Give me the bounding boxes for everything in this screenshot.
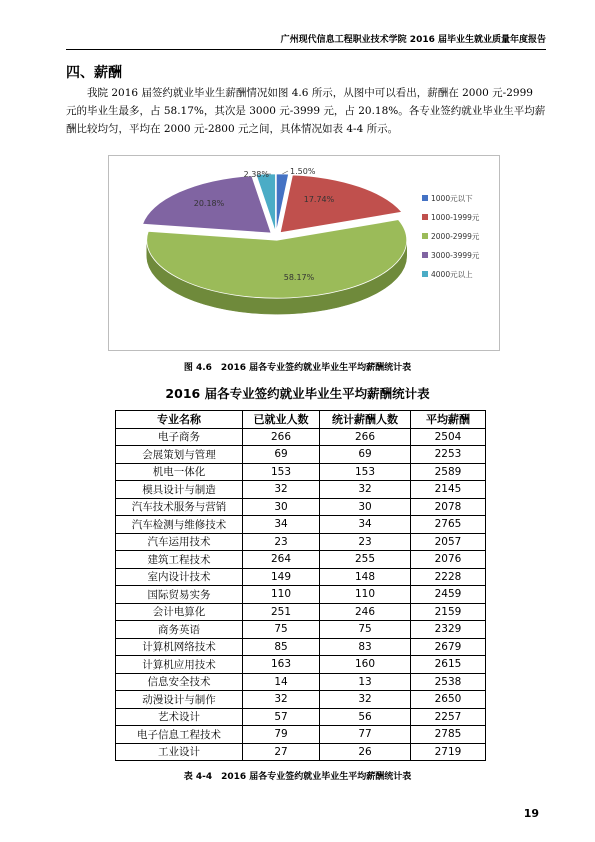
salary-count: 148: [320, 568, 411, 586]
table-row: [116, 446, 486, 464]
salary-table: [115, 410, 486, 761]
table-title: 2016 届各专业签约就业毕业生平均薪酬统计表: [165, 386, 430, 401]
pie-value-label: 1.50%: [290, 167, 316, 176]
salary-count: 69: [320, 446, 411, 464]
average-salary: 2589: [411, 463, 486, 481]
table-row: [116, 481, 486, 499]
average-salary: 2228: [411, 568, 486, 586]
employed-count: 264: [243, 551, 320, 569]
major-name: 汽车运用技术: [116, 533, 243, 551]
paragraph-text: 我院 2016 届签约就业毕业生薪酬情况如图 4.6 所示，从图中可以看出，薪酬在 2000 元-2999 元的毕业生最多，占 58.17%，其次是 3000 元-3999 元，占 20.18%。各专业签约就业毕业生平均薪酬比较均匀，平均在 2000 元-2800 元之间，具体情况如表 4-4 所示。: [66, 87, 546, 135]
salary-count: 153: [320, 463, 411, 481]
salary-count: 255: [320, 551, 411, 569]
average-salary: 2785: [411, 726, 486, 744]
table-row: [116, 638, 486, 656]
legend-swatch: [422, 252, 428, 258]
label-leader-line: [282, 171, 288, 174]
table-row: [116, 603, 486, 621]
salary-count: 30: [320, 498, 411, 516]
major-name: 建筑工程技术: [116, 551, 243, 569]
page-number: 19: [523, 807, 539, 820]
major-name: 国际贸易实务: [116, 586, 243, 604]
section-title: 四、薪酬: [66, 65, 122, 81]
salary-count: 32: [320, 691, 411, 709]
page-header: 广州现代信息工程职业技术学院 2016 届毕业生就业质量年度报告: [66, 32, 546, 50]
table-row: [116, 726, 486, 744]
average-salary: 2076: [411, 551, 486, 569]
legend-swatch: [422, 195, 428, 201]
employed-count: 32: [243, 691, 320, 709]
salary-count: 75: [320, 621, 411, 639]
employed-count: 23: [243, 533, 320, 551]
header-salary-count: 统计薪酬人数: [320, 411, 411, 429]
table-row: [116, 498, 486, 516]
major-name: 会展策划与管理: [116, 446, 243, 464]
table-row: [116, 621, 486, 639]
average-salary: 2145: [411, 481, 486, 499]
pie-value-label: 2.38%: [243, 170, 269, 179]
table-caption: 表 4-4 2016 届各专业签约就业毕业生平均薪酬统计表: [183, 772, 412, 782]
table-row: [116, 463, 486, 481]
employed-count: 34: [243, 516, 320, 534]
legend-swatch: [422, 233, 428, 239]
legend-swatch: [422, 214, 428, 220]
employed-count: 79: [243, 726, 320, 744]
employed-count: 266: [243, 428, 320, 446]
average-salary: 2719: [411, 743, 486, 761]
average-salary: 2459: [411, 586, 486, 604]
average-salary: 2159: [411, 603, 486, 621]
average-salary: 2078: [411, 498, 486, 516]
major-name: 计算机网络技术: [116, 638, 243, 656]
average-salary: 2329: [411, 621, 486, 639]
major-name: 机电一体化: [116, 463, 243, 481]
header-average-salary: 平均薪酬: [411, 411, 486, 429]
employed-count: 75: [243, 621, 320, 639]
employed-count: 27: [243, 743, 320, 761]
salary-count: 56: [320, 708, 411, 726]
major-name: 商务英语: [116, 621, 243, 639]
major-name: 计算机应用技术: [116, 656, 243, 674]
header-major: 专业名称: [116, 411, 243, 429]
employed-count: 30: [243, 498, 320, 516]
pie-value-label: 17.74%: [303, 195, 335, 204]
salary-count: 23: [320, 533, 411, 551]
table-row: [116, 691, 486, 709]
average-salary: 2679: [411, 638, 486, 656]
major-name: 信息安全技术: [116, 673, 243, 691]
salary-pie-chart: [108, 155, 500, 351]
legend-label: 3000-3999元: [431, 251, 480, 260]
employed-count: 251: [243, 603, 320, 621]
average-salary: 2615: [411, 656, 486, 674]
legend-label: 2000-2999元: [431, 232, 480, 241]
table-row: [116, 533, 486, 551]
employed-count: 149: [243, 568, 320, 586]
salary-count: 13: [320, 673, 411, 691]
table-row: [116, 586, 486, 604]
average-salary: 2253: [411, 446, 486, 464]
table-row: [116, 743, 486, 761]
major-name: 动漫设计与制作: [116, 691, 243, 709]
pie-value-label: 58.17%: [283, 273, 315, 282]
table-row: [116, 708, 486, 726]
major-name: 电子信息工程技术: [116, 726, 243, 744]
salary-count: 110: [320, 586, 411, 604]
salary-count: 83: [320, 638, 411, 656]
employed-count: 57: [243, 708, 320, 726]
major-name: 模具设计与制造: [116, 481, 243, 499]
table-row: [116, 568, 486, 586]
salary-count: 26: [320, 743, 411, 761]
pie-chart-svg: [109, 156, 499, 350]
employed-count: 32: [243, 481, 320, 499]
average-salary: 2538: [411, 673, 486, 691]
table-row: [116, 428, 486, 446]
employed-count: 85: [243, 638, 320, 656]
body-paragraph: [66, 84, 546, 138]
table-row: [116, 656, 486, 674]
major-name: 工业设计: [116, 743, 243, 761]
table-header-row: [116, 411, 486, 429]
major-name: 汽车技术服务与营销: [116, 498, 243, 516]
salary-count: 32: [320, 481, 411, 499]
major-name: 汽车检测与维修技术: [116, 516, 243, 534]
table-row: [116, 516, 486, 534]
salary-count: 266: [320, 428, 411, 446]
table-row: [116, 673, 486, 691]
legend-swatch: [422, 271, 428, 277]
major-name: 会计电算化: [116, 603, 243, 621]
major-name: 电子商务: [116, 428, 243, 446]
employed-count: 110: [243, 586, 320, 604]
pie-value-label: 20.18%: [193, 199, 225, 208]
major-name: 艺术设计: [116, 708, 243, 726]
average-salary: 2057: [411, 533, 486, 551]
legend-label: 4000元以上: [431, 270, 473, 279]
average-salary: 2504: [411, 428, 486, 446]
salary-count: 77: [320, 726, 411, 744]
salary-count: 34: [320, 516, 411, 534]
employed-count: 69: [243, 446, 320, 464]
average-salary: 2257: [411, 708, 486, 726]
salary-count: 246: [320, 603, 411, 621]
employed-count: 14: [243, 673, 320, 691]
average-salary: 2765: [411, 516, 486, 534]
employed-count: 153: [243, 463, 320, 481]
figure-caption: 图 4.6 2016 届各专业签约就业毕业生平均薪酬统计表: [183, 363, 412, 373]
average-salary: 2650: [411, 691, 486, 709]
legend-label: 1000元以下: [431, 194, 473, 203]
table-row: [116, 551, 486, 569]
header-employed: 已就业人数: [243, 411, 320, 429]
major-name: 室内设计技术: [116, 568, 243, 586]
employed-count: 163: [243, 656, 320, 674]
legend-label: 1000-1999元: [431, 213, 480, 222]
salary-count: 160: [320, 656, 411, 674]
